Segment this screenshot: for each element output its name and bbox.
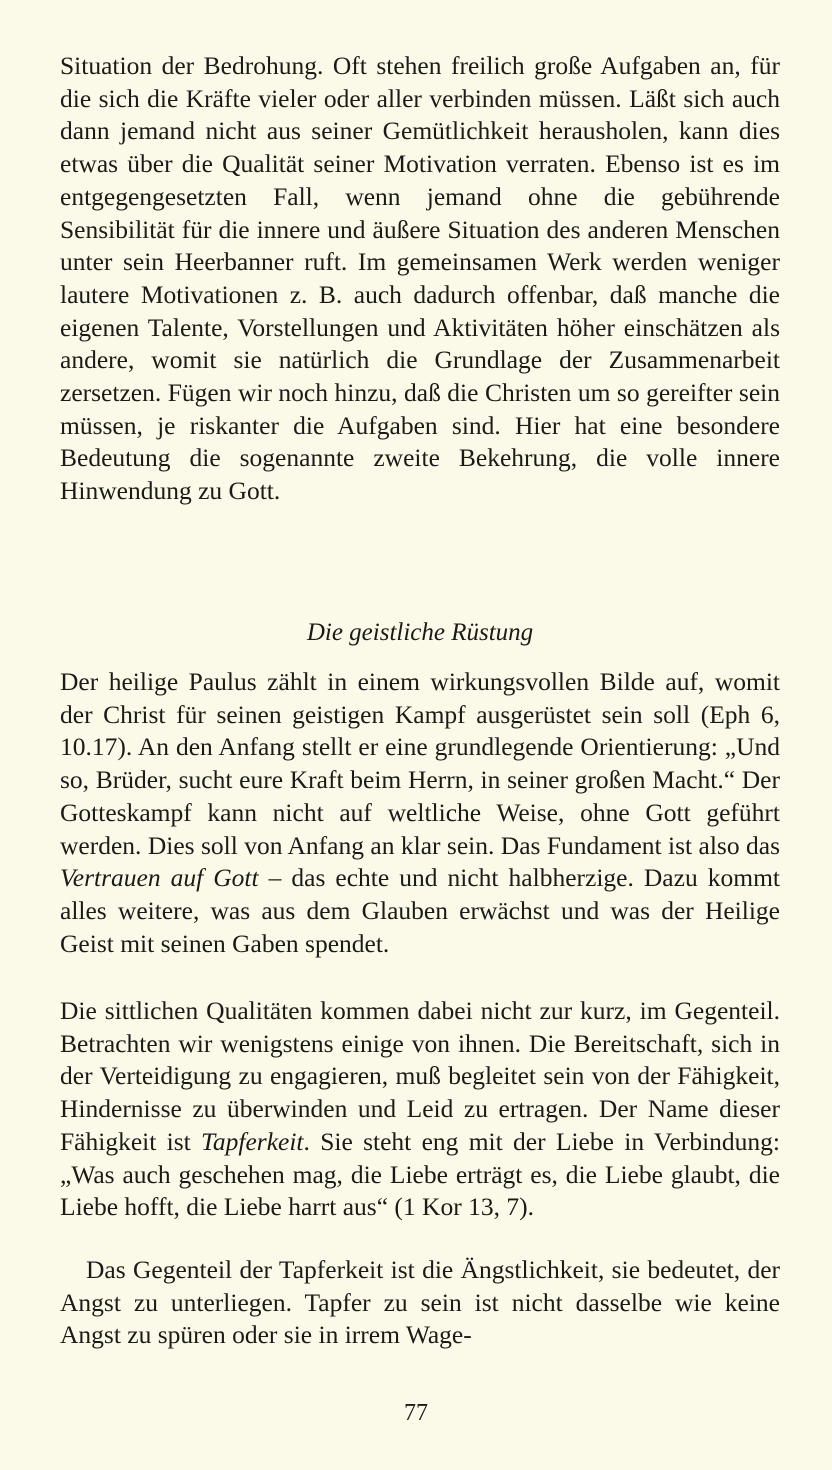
emphasis-tapferkeit: Tapferkeit <box>201 1126 304 1156</box>
paragraph-tapferkeit <box>60 995 780 1224</box>
text-run: Der heilige Paulus zählt in einem wirkungsvollen Bilde auf, womit der Christ für seinen geistigen Kampf ausgerüstet sein soll (Eph 6, 10.17). An den Anfang stellt er eine grundlegende Orientierung: „Und so, Brüder, sucht eure Kraft beim Herrn, in seiner großen Macht.“ Der Gotteskampf kann nicht auf weltliche Weise, ohne Gott geführt werden. Dies soll von Anfang an klar sein. Das Fundament ist also das <box>60 667 780 860</box>
text-run: . Sie steht eng mit der Liebe in Verbindung: „Was auch geschehen mag, die Liebe erträgt es, die Liebe glaubt, die Liebe hofft, die Liebe harrt aus“ (1 Kor 13, 7). <box>60 1126 780 1222</box>
paragraph-text: Das Gegenteil der Tapferkeit ist die Ängstlichkeit, sie bedeutet, der Angst zu unterliegen. Tapfer zu sein ist nicht dasselbe wie keine Angst zu spüren oder sie in irrem Wage- <box>60 1255 780 1350</box>
paragraph-angst <box>60 1254 780 1352</box>
paragraph-text: Situation der Bedrohung. Oft stehen freilich große Aufgaben an, für die sich die Kräfte vieler oder aller verbinden müssen. Läßt sich auch dann jemand nicht aus seiner Gemütlichkeit herausholen, kann dies etwas über die Qualität seiner Motivation verraten. Ebenso ist es im entgegengesetzten Fall, wenn jemand ohne die gebührende Sensibilität für die innere und äußere Situation des anderen Menschen unter sein Heerbanner ruft. Im gemeinsamen Werk werden weniger lautere Motivationen z. B. auch dadurch offenbar, daß manche die eigenen Talente, Vorstellungen und Aktivitäten höher einschätzen als andere, womit sie natürlich die Grundlage der Zusammenarbeit zersetzen. Fügen wir noch hinzu, daß die Christen um so gereifter sein müssen, je riskanter die Aufgaben sind. Hier hat eine besondere Bedeutung die sogenannte zweite Bekehrung, die volle innere Hinwendung zu Gott. <box>60 51 780 506</box>
paragraph-motivation <box>60 50 780 508</box>
paragraph-text <box>60 666 780 960</box>
text-run: Die sittlichen Qualitäten kommen dabei nicht zur kurz, im Gegenteil. Betrachten wir wenigstens einige von ihnen. Die Bereitschaft, sich in der Verteidigung zu engagieren, muß begleitet sein von der Fähigkeit, Hindernisse zu überwinden und Leid zu ertragen. Der Name dieser Fähigkeit ist <box>60 996 780 1156</box>
emphasis-vertrauen: Vertrauen auf Gott <box>60 863 259 893</box>
paragraph-paulus <box>60 666 780 960</box>
page-number: 77 <box>404 1400 428 1426</box>
section-heading: Die geistliche Rüstung <box>306 619 534 646</box>
paragraph-text <box>60 995 780 1224</box>
text-run: – das echte und nicht halbherzige. Dazu kommt alles weitere, was aus dem Glauben erwächst und was der Heilige Geist mit seinen Gaben spendet. <box>60 863 780 958</box>
